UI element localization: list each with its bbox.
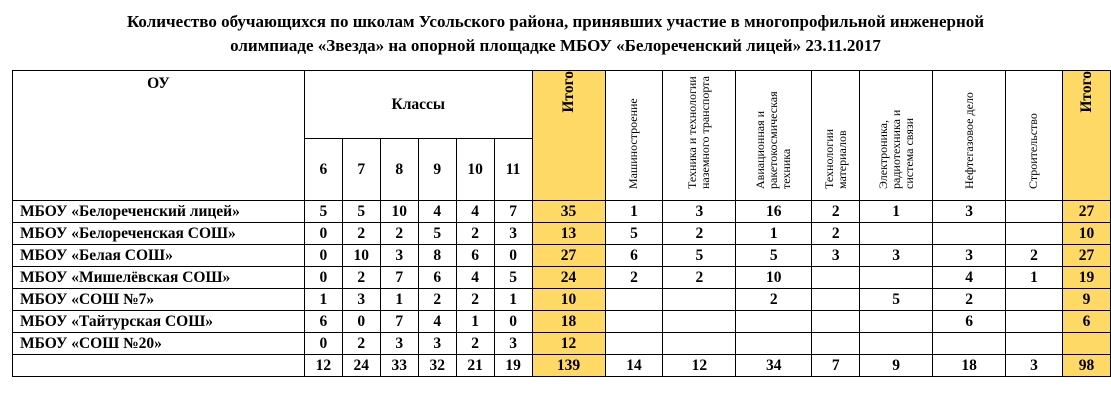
class-count-cell: 3	[418, 333, 456, 355]
header-profile-4: Технологии материалов	[812, 71, 860, 201]
profile-count-cell: 2	[812, 223, 860, 245]
class-count-cell: 5	[494, 267, 532, 289]
header-total-classes: Итого	[532, 71, 605, 201]
class-count-cell: 2	[380, 223, 418, 245]
header-classes: Классы	[304, 71, 532, 139]
class-count-cell: 3	[380, 245, 418, 267]
table-row	[13, 223, 1111, 245]
class-count-cell: 3	[494, 333, 532, 355]
class-count-cell: 0	[494, 245, 532, 267]
profile-count-cell	[605, 333, 663, 355]
profile-count-cell: 1	[860, 201, 933, 223]
profile-count-cell: 5	[605, 223, 663, 245]
classes-total-cell: 18	[532, 311, 605, 333]
profiles-total-cell: 6	[1062, 311, 1110, 333]
class-count-cell: 6	[456, 245, 494, 267]
class-count-cell: 5	[342, 201, 380, 223]
class-count-cell: 3	[494, 223, 532, 245]
profile-count-cell	[736, 333, 812, 355]
profile-count-cell	[860, 333, 933, 355]
profiles-total-cell: 27	[1062, 245, 1110, 267]
class-count-cell: 0	[304, 245, 342, 267]
header-profile-7: Строительство	[1006, 71, 1063, 201]
profile-count-cell: 3	[1006, 355, 1063, 377]
class-count-cell: 10	[380, 201, 418, 223]
school-name: МБОУ «СОШ №20»	[13, 333, 305, 355]
class-count-cell: 6	[304, 311, 342, 333]
profile-count-cell: 5	[860, 289, 933, 311]
class-count-cell: 0	[304, 267, 342, 289]
header-profile-1: Машиностроение	[605, 71, 663, 201]
profile-count-cell: 1	[1006, 267, 1063, 289]
totals-row	[13, 355, 1111, 377]
class-count-cell: 0	[342, 311, 380, 333]
header-class-9: 9	[418, 139, 456, 201]
class-count-cell: 21	[456, 355, 494, 377]
profile-count-cell	[1006, 311, 1063, 333]
classes-total-cell: 27	[532, 245, 605, 267]
school-name	[13, 355, 305, 377]
profile-count-cell	[736, 311, 812, 333]
class-count-cell: 4	[456, 201, 494, 223]
page-title	[0, 10, 1111, 58]
profile-count-cell	[605, 289, 663, 311]
profile-count-cell: 3	[933, 201, 1006, 223]
header-total-profiles: Итого	[1062, 71, 1110, 201]
class-count-cell: 1	[494, 289, 532, 311]
profile-count-cell: 4	[933, 267, 1006, 289]
profile-count-cell: 5	[663, 245, 736, 267]
class-count-cell: 6	[418, 267, 456, 289]
profile-count-cell	[1006, 333, 1063, 355]
class-count-cell: 2	[342, 267, 380, 289]
class-count-cell: 2	[342, 223, 380, 245]
profile-count-cell: 34	[736, 355, 812, 377]
classes-total-cell: 12	[532, 333, 605, 355]
profile-count-cell	[860, 311, 933, 333]
table-row	[13, 201, 1111, 223]
header-class-10: 10	[456, 139, 494, 201]
profile-count-cell: 3	[933, 245, 1006, 267]
class-count-cell: 8	[418, 245, 456, 267]
table-row	[13, 267, 1111, 289]
profile-count-cell	[1006, 223, 1063, 245]
profile-count-cell: 1	[736, 223, 812, 245]
classes-total-cell: 10	[532, 289, 605, 311]
profile-count-cell: 2	[663, 223, 736, 245]
class-count-cell: 7	[380, 267, 418, 289]
profile-count-cell: 2	[605, 267, 663, 289]
profile-count-cell	[605, 311, 663, 333]
class-count-cell: 5	[418, 223, 456, 245]
table-row	[13, 311, 1111, 333]
profile-count-cell: 2	[933, 289, 1006, 311]
profile-count-cell	[812, 267, 860, 289]
profile-count-cell: 18	[933, 355, 1006, 377]
classes-total-cell: 13	[532, 223, 605, 245]
table-row	[13, 289, 1111, 311]
profile-count-cell	[812, 289, 860, 311]
school-name: МБОУ «СОШ №7»	[13, 289, 305, 311]
profile-count-cell	[663, 333, 736, 355]
title-line-2: олимпиаде «Звезда» на опорной площадке МБОУ «Белореченский лицей» 23.11.2017	[230, 36, 881, 55]
class-count-cell: 2	[342, 333, 380, 355]
profile-count-cell: 3	[663, 201, 736, 223]
profile-count-cell	[1006, 201, 1063, 223]
class-count-cell: 7	[494, 201, 532, 223]
profile-count-cell: 6	[933, 311, 1006, 333]
class-count-cell: 24	[342, 355, 380, 377]
profile-count-cell	[933, 223, 1006, 245]
header-profile-6: Нефтегазовое дело	[933, 71, 1006, 201]
school-name: МБОУ «Тайтурская СОШ»	[13, 311, 305, 333]
header-ou: ОУ	[13, 71, 305, 201]
profile-count-cell	[1006, 289, 1063, 311]
profile-count-cell	[812, 333, 860, 355]
class-count-cell: 33	[380, 355, 418, 377]
profile-count-cell: 3	[860, 245, 933, 267]
profile-count-cell: 2	[663, 267, 736, 289]
profile-count-cell: 14	[605, 355, 663, 377]
header-profile-5: Электроника, радиотехника и система связи	[860, 71, 933, 201]
header-class-8: 8	[380, 139, 418, 201]
school-name: МБОУ «Белая СОШ»	[13, 245, 305, 267]
profile-count-cell	[663, 289, 736, 311]
profiles-total-cell: 27	[1062, 201, 1110, 223]
class-count-cell: 10	[342, 245, 380, 267]
class-count-cell: 2	[456, 223, 494, 245]
profile-count-cell: 7	[812, 355, 860, 377]
profile-count-cell: 12	[663, 355, 736, 377]
class-count-cell: 7	[380, 311, 418, 333]
class-count-cell: 4	[418, 311, 456, 333]
class-count-cell: 12	[304, 355, 342, 377]
profile-count-cell	[663, 311, 736, 333]
class-count-cell: 1	[456, 311, 494, 333]
class-count-cell: 2	[456, 289, 494, 311]
class-count-cell: 2	[418, 289, 456, 311]
class-count-cell: 0	[494, 311, 532, 333]
profiles-total-cell: 98	[1062, 355, 1110, 377]
profile-count-cell: 6	[605, 245, 663, 267]
profiles-total-cell: 10	[1062, 223, 1110, 245]
class-count-cell: 5	[304, 201, 342, 223]
classes-total-cell: 35	[532, 201, 605, 223]
table-row	[13, 333, 1111, 355]
school-name: МБОУ «Белореченский лицей»	[13, 201, 305, 223]
profiles-total-cell	[1062, 333, 1110, 355]
classes-total-cell: 139	[532, 355, 605, 377]
class-count-cell: 3	[380, 333, 418, 355]
header-profile-3: Авиационная и ракетокосмическая техника	[736, 71, 812, 201]
profile-count-cell	[860, 223, 933, 245]
class-count-cell: 1	[380, 289, 418, 311]
class-count-cell: 3	[342, 289, 380, 311]
class-count-cell: 2	[456, 333, 494, 355]
table-row	[13, 245, 1111, 267]
school-name: МБОУ «Мишелёвская СОШ»	[13, 267, 305, 289]
header-class-11: 11	[494, 139, 532, 201]
header-class-7: 7	[342, 139, 380, 201]
profile-count-cell	[933, 333, 1006, 355]
class-count-cell: 19	[494, 355, 532, 377]
class-count-cell: 1	[304, 289, 342, 311]
class-count-cell: 0	[304, 223, 342, 245]
school-name: МБОУ «Белореченская СОШ»	[13, 223, 305, 245]
olympiad-table	[12, 70, 1111, 377]
profile-count-cell: 5	[736, 245, 812, 267]
profile-count-cell: 16	[736, 201, 812, 223]
profile-count-cell: 2	[1006, 245, 1063, 267]
profile-count-cell	[860, 267, 933, 289]
classes-total-cell: 24	[532, 267, 605, 289]
profiles-total-cell: 9	[1062, 289, 1110, 311]
profile-count-cell: 10	[736, 267, 812, 289]
header-profile-2: Техника и технологии наземного транспорта	[663, 71, 736, 201]
profile-count-cell	[812, 311, 860, 333]
class-count-cell: 4	[456, 267, 494, 289]
profiles-total-cell: 19	[1062, 267, 1110, 289]
title-line-1: Количество обучающихся по школам Усольского района, принявших участие в многопрофильной инженерной	[126, 12, 985, 31]
profile-count-cell: 1	[605, 201, 663, 223]
profile-count-cell: 3	[812, 245, 860, 267]
class-count-cell: 0	[304, 333, 342, 355]
profile-count-cell: 2	[736, 289, 812, 311]
profile-count-cell: 2	[812, 201, 860, 223]
class-count-cell: 4	[418, 201, 456, 223]
class-count-cell: 32	[418, 355, 456, 377]
header-class-6: 6	[304, 139, 342, 201]
profile-count-cell: 9	[860, 355, 933, 377]
